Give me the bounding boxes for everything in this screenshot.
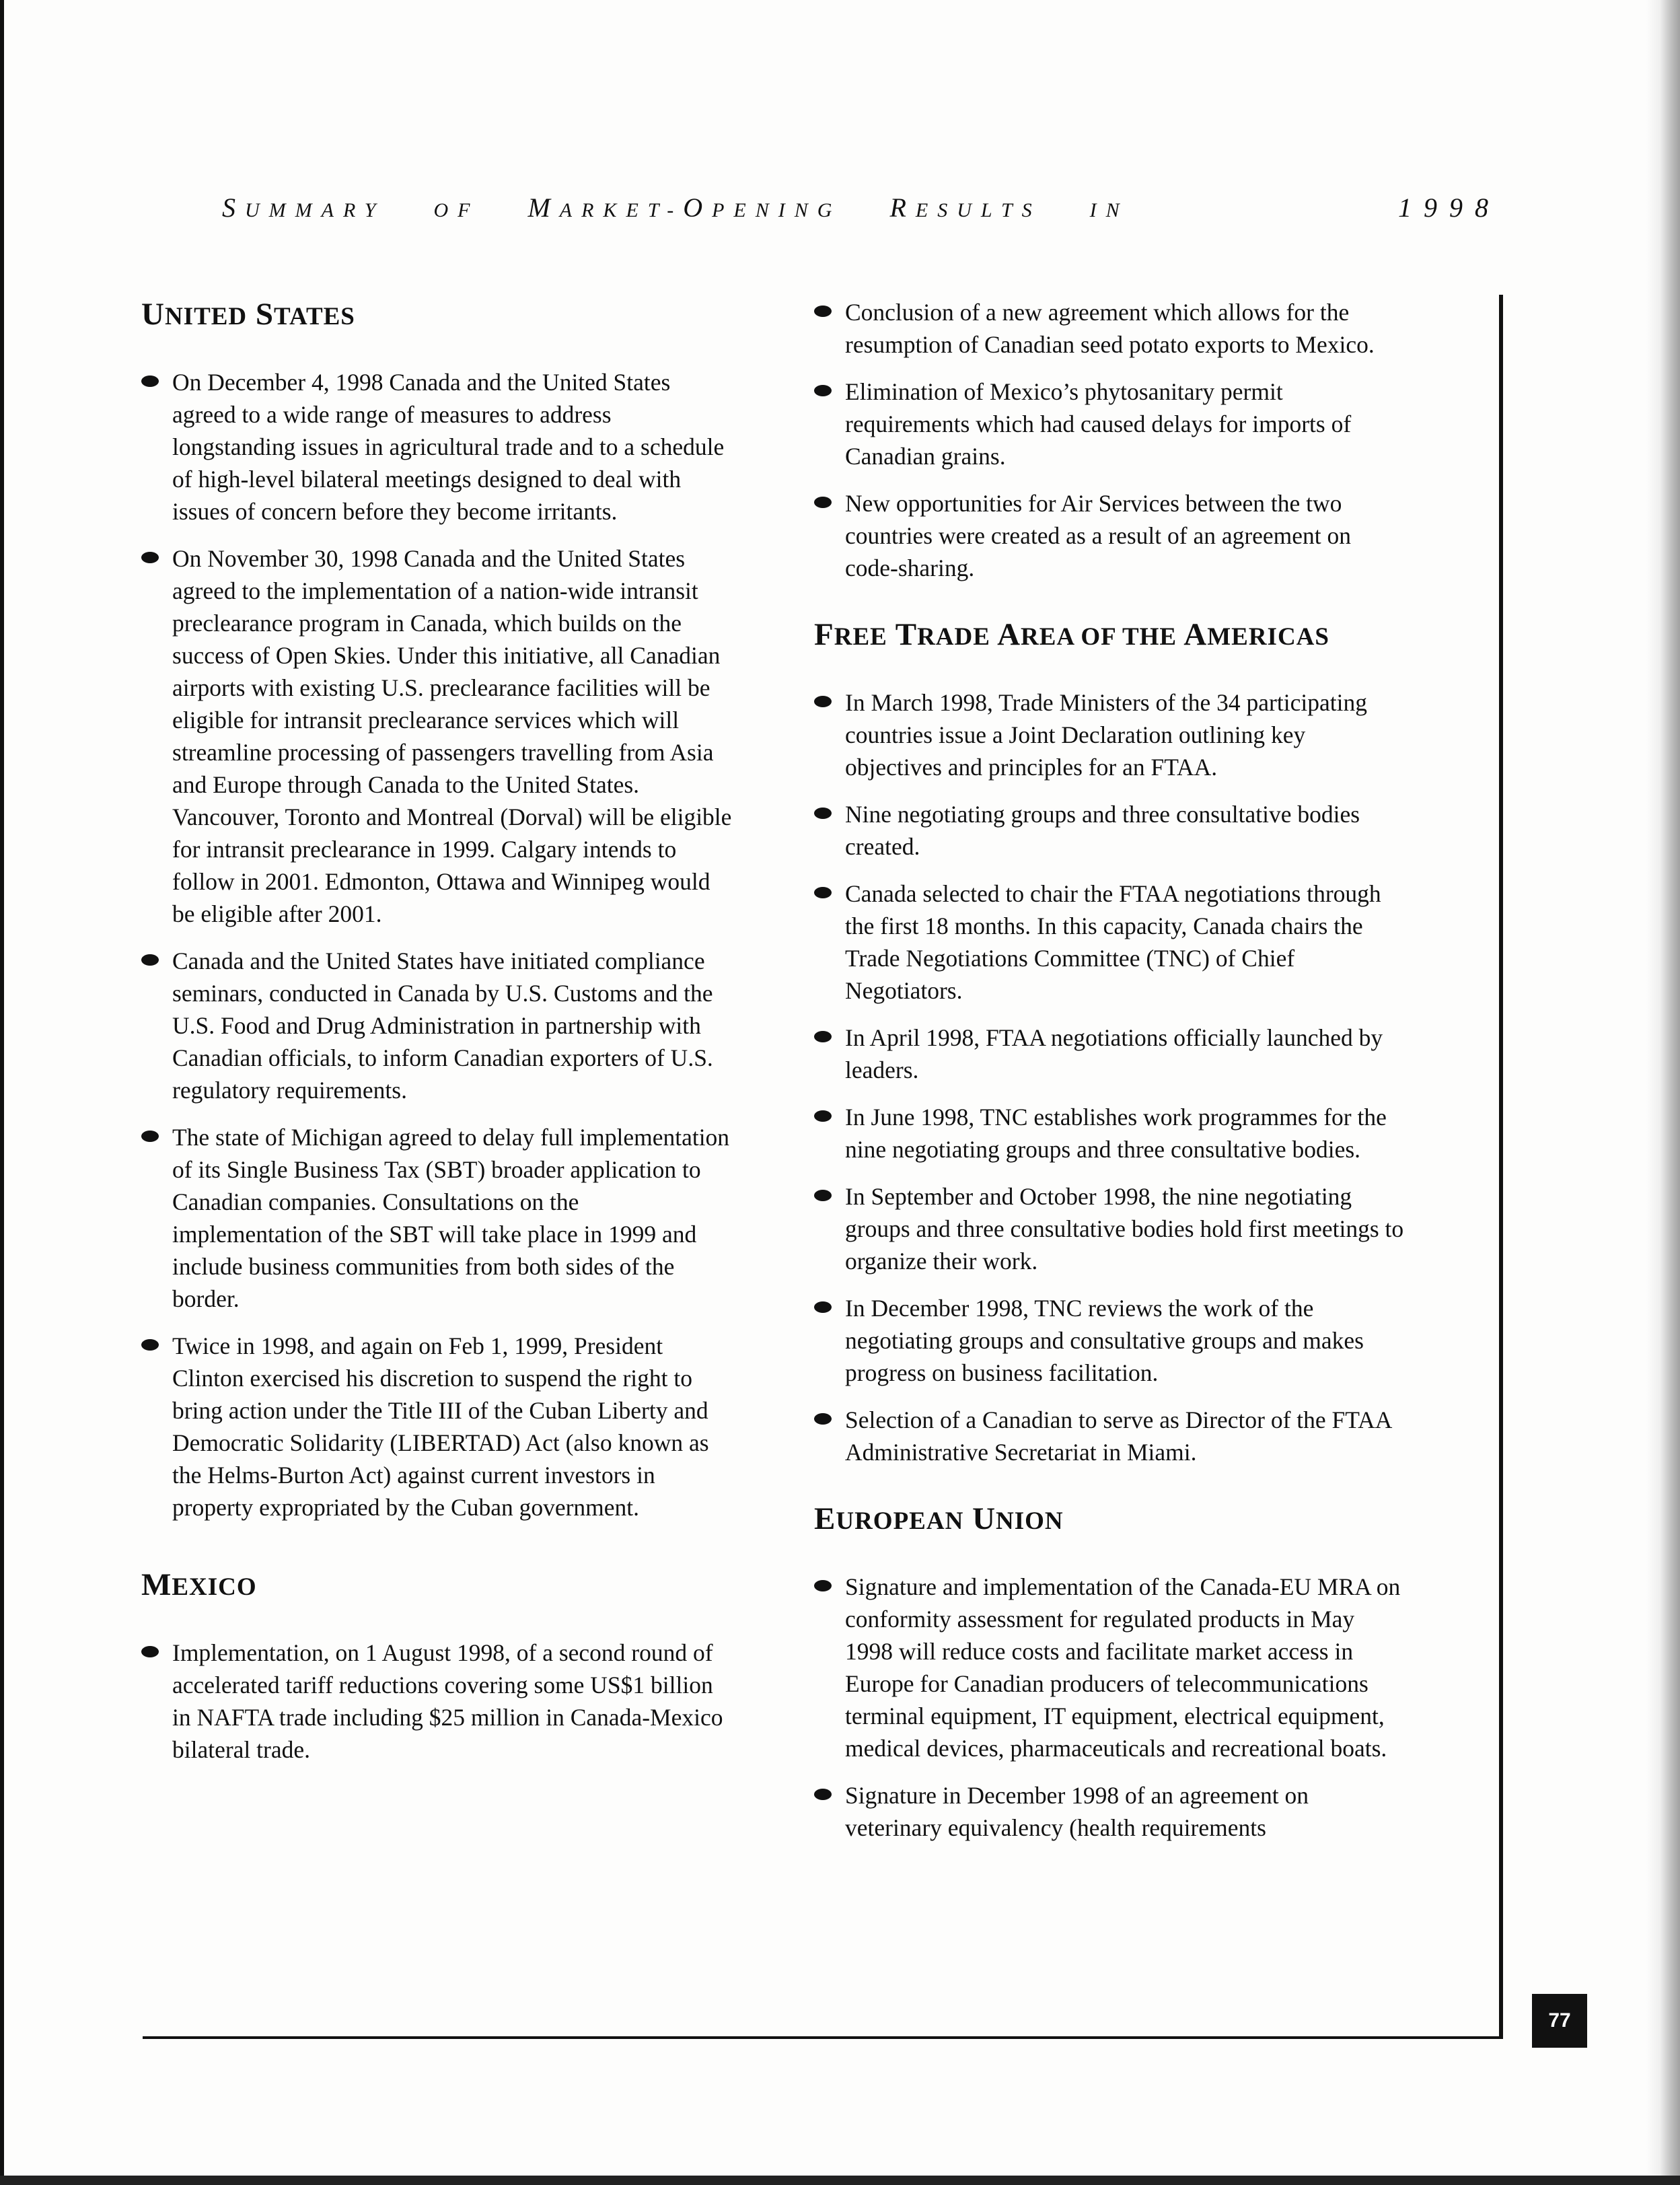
bullet-icon [814, 1110, 832, 1122]
scan-edge-bottom [0, 2176, 1680, 2185]
header-year: 1998 [1398, 192, 1500, 223]
bullet-icon [814, 1031, 832, 1042]
list-item: Twice in 1998, and again on Feb 1, 1999, President Clinton exercised his discretion to suspend the right to bring action under the Title III of the Cuban Liberty and Democratic Solidarity (LIBERTAD) Act (also known as the Helms-Burton Act) against current investors in property expropriated by the Cuban government. [141, 1330, 733, 1524]
header-word: IN [1089, 199, 1129, 221]
united-states-list [141, 366, 733, 1524]
mexico-list-continued [814, 296, 1406, 584]
bullet-icon [141, 954, 159, 966]
section-title-united-states: UNITED STATES [141, 297, 355, 332]
bullet-icon [141, 1646, 159, 1657]
left-column [141, 296, 733, 1781]
list-item: Nine negotiating groups and three consultative bodies created. [814, 798, 1406, 863]
bullet-icon [814, 1580, 832, 1591]
bullet-icon [814, 306, 832, 317]
list-item: Signature in December 1998 of an agreement on veterinary equivalency (health requirements [814, 1779, 1406, 1844]
section-title-mexico: MEXICO [141, 1567, 257, 1602]
bullet-icon [814, 497, 832, 508]
bullet-icon [141, 1131, 159, 1142]
list-item: In March 1998, Trade Ministers of the 34 participating countries issue a Joint Declaration outlining key objectives and principles for an FTAA. [814, 686, 1406, 783]
list-item: In April 1998, FTAA negotiations officially launched by leaders. [814, 1022, 1406, 1086]
bullet-icon [141, 375, 159, 387]
list-item: Implementation, on 1 August 1998, of a second round of accelerated tariff reductions covering some US$1 billion in NAFTA trade including $25 million in Canada-Mexico bilateral trade. [141, 1637, 733, 1766]
column-rule-right [1499, 295, 1503, 2039]
list-item: Signature and implementation of the Canada-EU MRA on conformity assessment for regulated products in May 1998 will reduce costs and facilitate market access in Europe for Canadian producers of telecommunications terminal equipment, IT equipment, electrical equipment, medical devices, pharmaceuticals and recreational boats. [814, 1571, 1406, 1764]
european-union-list [814, 1571, 1406, 1844]
header-word: SUMMARY [222, 192, 386, 223]
bullet-icon [814, 385, 832, 396]
section-title-ftaa: FREE TRADE AREA OF THE AMERICAS [814, 617, 1329, 652]
bullet-icon [814, 1413, 832, 1425]
bullet-icon [814, 1301, 832, 1313]
list-item: In June 1998, TNC establishes work programmes for the nine negotiating groups and three consultative bodies. [814, 1101, 1406, 1166]
footer-rule [143, 2036, 1503, 2039]
list-item: On December 4, 1998 Canada and the United States agreed to a wide range of measures to address longstanding issues in agricultural trade and to a schedule of high-level bilateral meetings designed to deal with issues of concern before they become irritants. [141, 366, 733, 528]
right-column [814, 296, 1406, 1859]
page-number: 77 [1532, 1994, 1587, 2048]
list-item: Canada selected to chair the FTAA negotiations through the first 18 months. In this capacity, Canada chairs the Trade Negotiations Committee (TNC) of Chief Negotiators. [814, 877, 1406, 1007]
list-item: Canada and the United States have initiated compliance seminars, conducted in Canada by U.S. Customs and the U.S. Food and Drug Administration in partnership with Canadian officials, to inform Canadian exporters of U.S. regulatory requirements. [141, 945, 733, 1106]
bullet-icon [814, 1789, 832, 1800]
mexico-list [141, 1637, 733, 1766]
header-word: OF [433, 199, 480, 221]
bullet-icon [814, 696, 832, 707]
list-item: In December 1998, TNC reviews the work of the negotiating groups and consultative groups and makes progress on business facilitation. [814, 1292, 1406, 1389]
header-word: MARKET-OPENING [527, 192, 842, 223]
scan-edge-left [0, 0, 11, 2185]
ftaa-list [814, 686, 1406, 1468]
section-title-european-union: EUROPEAN UNION [814, 1501, 1064, 1536]
header-word: RESULTS [889, 192, 1042, 223]
scan-edge-right [1646, 0, 1680, 2185]
bullet-icon [814, 1190, 832, 1201]
list-item: New opportunities for Air Services between the two countries were created as a result of an agreement on code-sharing. [814, 487, 1406, 584]
list-item: The state of Michigan agreed to delay full implementation of its Single Business Tax (SBT) broader application to Canadian companies. Consultations on the implementation of the SBT will take place in 1999 and include business communities from both sides of the border. [141, 1121, 733, 1315]
list-item: On November 30, 1998 Canada and the United States agreed to the implementation of a nation-wide intransit preclearance program in Canada, which builds on the success of Open Skies. Under this initiative, all Canadian airports with existing U.S. preclearance facilities will be eligible for intransit preclearance services which will streamline processing of passengers travelling from Asia and Europe through Canada to the United States. Vancouver, Toronto and Montreal (Dorval) will be eligible for intransit preclearance in 1999. Calgary intends to follow in 2001. Edmonton, Ottawa and Winnipeg would be eligible after 2001. [141, 542, 733, 930]
list-item: In September and October 1998, the nine negotiating groups and three consultative bodies hold first meetings to organize their work. [814, 1180, 1406, 1277]
bullet-icon [141, 552, 159, 563]
bullet-icon [814, 887, 832, 898]
list-item: Conclusion of a new agreement which allows for the resumption of Canadian seed potato exports to Mexico. [814, 296, 1406, 361]
list-item: Selection of a Canadian to serve as Director of the FTAA Administrative Secretariat in Miami. [814, 1404, 1406, 1468]
bullet-icon [814, 808, 832, 819]
running-header [222, 192, 1500, 223]
bullet-icon [141, 1339, 159, 1351]
list-item: Elimination of Mexico’s phytosanitary permit requirements which had caused delays for imports of Canadian grains. [814, 375, 1406, 472]
